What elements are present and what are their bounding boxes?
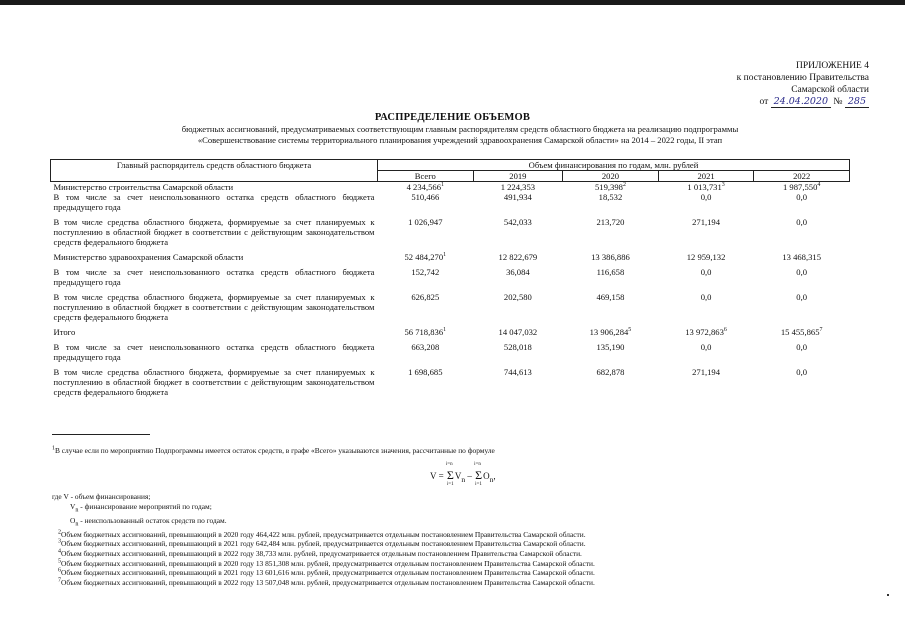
- row-value: [563, 292, 659, 327]
- value-text: 36,084: [506, 267, 530, 277]
- footnote-text: Объем бюджетных ассигнований, превышающий в 2021 году 642,484 млн. рублей, предусматривается отдельным постановлением Правительства Самарской области.: [61, 539, 586, 549]
- footnote-text: Объем бюджетных ассигнований, превышающий в 2022 году 38,733 млн. рублей, предусматривается отдельным постановлением Правительства Самарской области.: [61, 548, 582, 558]
- value-text: 0,0: [796, 267, 808, 277]
- appendix-decree-line: к постановлению Правительства: [736, 73, 869, 83]
- sum-1-upper: i=n: [445, 462, 453, 467]
- footnote-text: Объем бюджетных ассигнований, превышающий в 2021 году 13 601,616 млн. рублей, предусматривается отдельным постановлением Правительства Самарской области.: [61, 568, 595, 578]
- row-value: [473, 192, 563, 217]
- document-title: РАСПРЕДЕЛЕНИЕ ОБЪЕМОВ: [374, 112, 531, 123]
- footnote-separator: [52, 434, 150, 435]
- row-label: В том числе за счет неиспользованного остатка средств областного бюджета предыдущего года: [53, 267, 375, 287]
- footnote-ref: 6: [723, 327, 727, 334]
- decree-date: 24.04.2020: [771, 96, 831, 108]
- row-value: [563, 182, 659, 193]
- row-value: [378, 292, 474, 327]
- row-value: [754, 192, 850, 217]
- footnote-1-marker: 1: [52, 445, 55, 452]
- value-text: 542,033: [503, 217, 532, 227]
- sum-1-lower: i=1: [446, 482, 454, 487]
- footnote-marker: 7: [58, 577, 61, 584]
- date-prefix: от: [759, 97, 769, 107]
- row-value: [378, 252, 474, 267]
- value-text: 0,0: [700, 342, 712, 352]
- table-row: [51, 342, 850, 367]
- row-value: [473, 367, 563, 402]
- sum-icon: Σ i=n i=1: [445, 462, 454, 487]
- document-subtitle: [60, 124, 860, 145]
- footnote-item: [58, 578, 595, 588]
- table-body: [51, 182, 850, 403]
- value-text: 15 455,865: [780, 327, 820, 337]
- value-text: 12 822,679: [498, 252, 538, 262]
- table-row: [51, 367, 850, 402]
- row-label: В том числе средства областного бюджета, формируемые за счет планируемых к поступлению в областной бюджет в соответствии с действующим законодательством средств федерального бюджета: [53, 217, 375, 247]
- row-value: [754, 342, 850, 367]
- row-value: [473, 292, 563, 327]
- footnote-item: [58, 549, 595, 559]
- value-text: 0,0: [796, 217, 808, 227]
- footnotes-list: [52, 530, 595, 588]
- row-label: Итого: [53, 327, 76, 337]
- row-value: [563, 267, 659, 292]
- row-value: [658, 327, 754, 342]
- value-text: 202,580: [503, 292, 532, 302]
- table-row: [51, 217, 850, 252]
- value-text: 4 234,566: [406, 182, 441, 192]
- legend-on-text: - неиспользованный остаток средств по годам.: [78, 515, 227, 525]
- subtitle-line-2: «Совершенствование системы территориального планирования учреждений здравоохранения Самарской области» на 2014 – 2022 годы, II этап: [197, 134, 723, 145]
- header-col-total: Всего: [378, 171, 474, 182]
- subtitle-line-1: бюджетных ассигнований, предусматриваемых соответствующим главным распорядителям средств областного бюджета на реализацию подпрограммы: [181, 124, 739, 134]
- footnote-ref: 4: [817, 182, 821, 189]
- row-value: [378, 217, 474, 252]
- row-label: В том числе средства областного бюджета, формируемые за счет планируемых к поступлению в областной бюджет в соответствии с действующим законодательством средств федерального бюджета: [53, 367, 375, 397]
- footnote-marker: 2: [58, 529, 61, 536]
- row-value: [473, 342, 563, 367]
- value-text: 13 972,863: [685, 327, 724, 337]
- value-text: 213,720: [596, 217, 625, 227]
- value-text: 0,0: [796, 367, 808, 377]
- value-text: 0,0: [796, 342, 808, 352]
- value-text: 12 959,132: [686, 252, 726, 262]
- value-text: 13 386,886: [591, 252, 630, 262]
- formula-legend: [52, 492, 595, 587]
- value-text: 56 718,836: [404, 327, 444, 337]
- formula-term-o: O: [483, 471, 490, 481]
- formula-end: ,: [493, 471, 496, 481]
- row-value: [658, 192, 754, 217]
- row-value: [754, 252, 850, 267]
- legend-vn: [52, 502, 595, 516]
- value-text: 469,158: [596, 292, 625, 302]
- formula-lhs: V =: [430, 471, 444, 481]
- scan-top-border: [0, 0, 905, 5]
- footnote-1-text: В случае если по мероприятию Подпрограммы имеется остаток средств, в графе «Всего» указываются значения, рассчитанные по формуле: [55, 446, 495, 455]
- row-value: [473, 252, 563, 267]
- table-row: [51, 182, 850, 193]
- sum-2-upper: i=n: [474, 462, 481, 467]
- value-text: 1 224,353: [500, 182, 536, 192]
- row-value: [754, 292, 850, 327]
- appendix-header: [737, 60, 869, 108]
- row-value: [563, 342, 659, 367]
- footnote-item: [58, 559, 595, 569]
- value-text: 663,208: [411, 342, 440, 352]
- footnote-marker: 5: [58, 558, 61, 565]
- row-value: [563, 252, 659, 267]
- row-value: [378, 192, 474, 217]
- sum-2-lower: i=1: [475, 482, 482, 487]
- row-value: [563, 192, 659, 217]
- sum-icon: Σ i=n i=1: [474, 462, 483, 487]
- row-value: [658, 182, 754, 193]
- value-text: 528,018: [503, 342, 532, 352]
- table-row: [51, 252, 850, 267]
- row-value: [378, 267, 474, 292]
- footnote-ref: 7: [819, 327, 823, 334]
- legend-on-symbol: O: [70, 515, 76, 525]
- number-prefix: №: [833, 97, 843, 107]
- row-value: [563, 217, 659, 252]
- value-text: 13 468,315: [782, 252, 822, 262]
- value-text: 1 013,731: [687, 182, 722, 192]
- value-text: 14 047,032: [498, 327, 538, 337]
- row-value: [378, 182, 474, 193]
- value-text: 135,190: [596, 342, 625, 352]
- footnote-1: [52, 446, 495, 455]
- funding-table: [50, 159, 850, 402]
- appendix-region-line: Самарской области: [791, 85, 869, 95]
- value-text: 744,613: [503, 367, 532, 377]
- value-text: 519,398: [595, 182, 623, 192]
- value-text: 510,466: [411, 192, 440, 202]
- row-value: [658, 252, 754, 267]
- value-text: 271,194: [692, 367, 721, 377]
- footnote-ref: 1: [440, 182, 444, 189]
- row-value: [563, 367, 659, 402]
- decree-number: 285: [845, 96, 869, 108]
- value-text: 1 698,685: [408, 367, 443, 377]
- row-value: [473, 327, 563, 342]
- value-text: 271,194: [692, 217, 721, 227]
- row-value: [473, 267, 563, 292]
- appendix-number: ПРИЛОЖЕНИЕ 4: [795, 61, 869, 71]
- footnote-ref: 1: [443, 252, 447, 259]
- formula-term-v: V: [454, 471, 462, 481]
- footnote-item: [58, 568, 595, 578]
- table-row: [51, 292, 850, 327]
- footnote-marker: 6: [58, 567, 61, 574]
- footnote-ref: 5: [628, 327, 632, 334]
- footnote-marker: 4: [58, 548, 61, 555]
- row-value: [563, 327, 659, 342]
- value-text: 626,825: [411, 292, 440, 302]
- table-row: [51, 267, 850, 292]
- row-value: [473, 182, 563, 193]
- value-text: 0,0: [796, 292, 808, 302]
- footnote-item: [58, 539, 595, 549]
- footnote-text: Объем бюджетных ассигнований, превышающий в 2020 году 13 851,308 млн. рублей, предусматривается отдельным постановлением Правительства Самарской области.: [61, 558, 595, 568]
- header-col-2021: 2021: [658, 171, 754, 182]
- header-volume: Объем финансирования по годам, млн. рублей: [378, 160, 850, 171]
- formula-term-v-sub: n: [461, 474, 466, 484]
- value-text: 116,658: [596, 267, 625, 277]
- header-col-2019: 2019: [473, 171, 563, 182]
- header-distributor: Главный распорядитель средств областного бюджета: [51, 160, 378, 182]
- formula-minus: –: [467, 471, 472, 481]
- value-text: 682,878: [596, 367, 625, 377]
- legend-on-sub: n: [75, 521, 79, 528]
- table-row: [51, 192, 850, 217]
- value-text: 18,532: [598, 192, 623, 202]
- formula: [430, 462, 496, 487]
- row-value: [658, 267, 754, 292]
- row-value: [754, 367, 850, 402]
- row-value: [754, 267, 850, 292]
- formula-term-o-sub: n: [489, 474, 494, 484]
- footnote-ref: 1: [443, 327, 447, 334]
- row-value: [658, 217, 754, 252]
- header-col-2022: 2022: [754, 171, 850, 182]
- row-value: [658, 292, 754, 327]
- legend-vn-sub: n: [75, 507, 79, 514]
- value-text: 52 484,270: [404, 252, 444, 262]
- footnote-ref: 3: [721, 182, 725, 189]
- value-text: 1 987,550: [782, 182, 818, 192]
- row-value: [378, 342, 474, 367]
- table-row: [51, 327, 850, 342]
- decree-date-line: [759, 96, 869, 108]
- footnote-item: [58, 530, 595, 540]
- row-value: [378, 367, 474, 402]
- row-label: В том числе за счет неиспользованного остатка средств областного бюджета предыдущего года: [53, 192, 375, 212]
- row-value: [473, 217, 563, 252]
- row-label: Министерство здравоохранения Самарской области: [53, 252, 244, 262]
- scan-mark: [887, 594, 889, 596]
- row-value: [754, 217, 850, 252]
- row-value: [754, 182, 850, 193]
- legend-vn-symbol: V: [70, 501, 76, 511]
- footnote-text: Объем бюджетных ассигнований, превышающий в 2020 году 464,422 млн. рублей, предусматривается отдельным постановлением Правительства Самарской области.: [61, 529, 586, 539]
- value-text: 0,0: [700, 192, 712, 202]
- header-col-2020: 2020: [563, 171, 659, 182]
- value-text: 0,0: [796, 192, 808, 202]
- row-label: В том числе средства областного бюджета, формируемые за счет планируемых к поступлению в областной бюджет в соответствии с действующим законодательством средств федерального бюджета: [53, 292, 375, 322]
- value-text: 0,0: [700, 292, 712, 302]
- legend-vn-text: - финансирование мероприятий по годам;: [78, 501, 212, 511]
- footnote-marker: 3: [58, 538, 61, 545]
- row-label: Министерство строительства Самарской области: [53, 182, 234, 192]
- value-text: 1 026,947: [408, 217, 443, 227]
- legend-where: где V - объем финансирования;: [52, 492, 151, 501]
- value-text: 13 906,284: [589, 327, 629, 337]
- row-value: [378, 327, 474, 342]
- row-value: [658, 342, 754, 367]
- value-text: 152,742: [411, 267, 440, 277]
- footnote-ref: 2: [622, 182, 626, 189]
- value-text: 0,0: [700, 267, 712, 277]
- row-label: В том числе за счет неиспользованного остатка средств областного бюджета предыдущего года: [53, 342, 375, 362]
- row-value: [658, 367, 754, 402]
- row-value: [754, 327, 850, 342]
- legend-on: [52, 516, 595, 530]
- value-text: 491,934: [503, 192, 532, 202]
- footnote-text: Объем бюджетных ассигнований, превышающий в 2022 году 13 507,048 млн. рублей, предусматривается отдельным постановлением Правительства Самарской области.: [61, 577, 595, 587]
